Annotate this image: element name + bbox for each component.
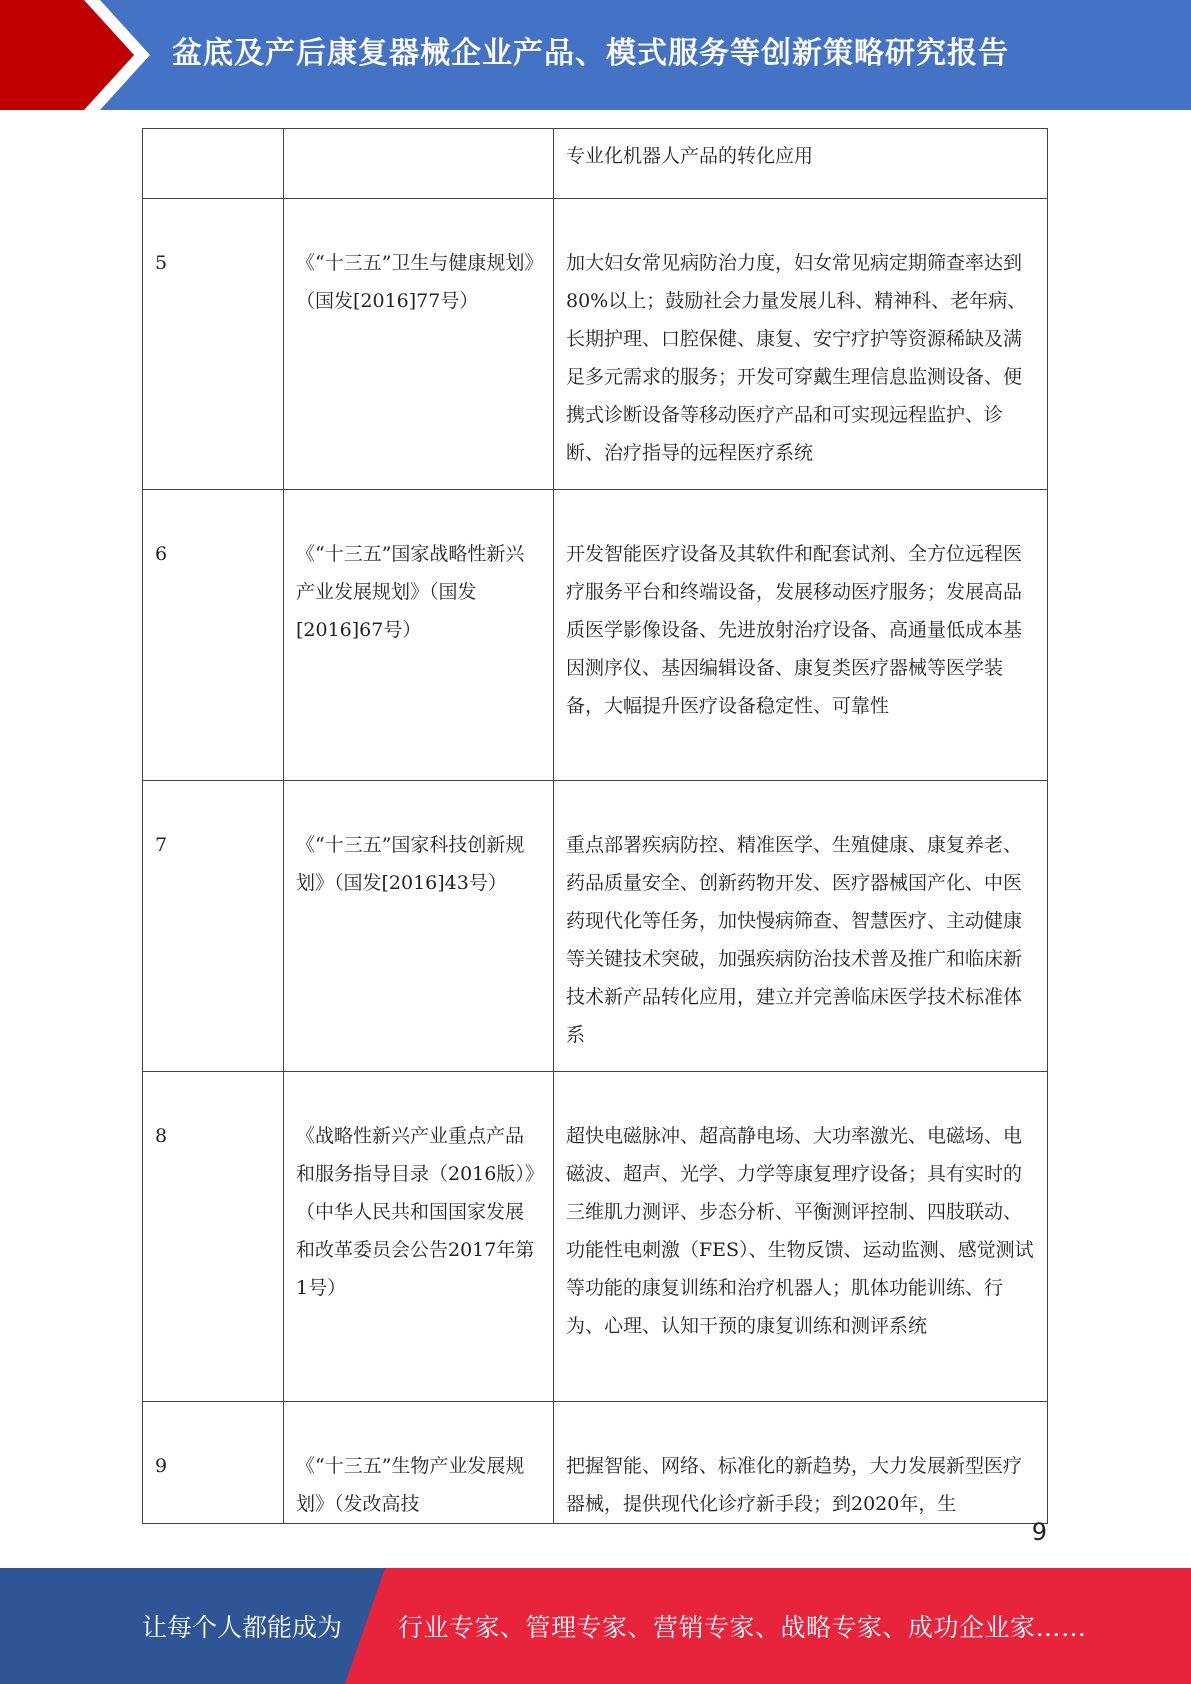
table-row: [143, 129, 1048, 199]
footer-slogan-right: 行业专家、管理专家、营销专家、战略专家、成功企业家……: [398, 1613, 1087, 1642]
chevron-arrow-icon: [0, 0, 160, 110]
row-number: 9: [143, 1402, 284, 1524]
policy-name: [284, 129, 554, 199]
table-row: [143, 199, 1048, 490]
policy-content: 把握智能、网络、标准化的新趋势，大力发展新型医疗器械，提供现代化诊疗新手段；到2020年，生: [554, 1402, 1048, 1524]
row-number: [143, 129, 284, 199]
page-footer: [0, 1568, 1191, 1684]
policy-content: 重点部署疾病防控、精准医学、生殖健康、康复养老、药品质量安全、创新药物开发、医疗器械国产化、中医药现代化等任务，加快慢病筛查、智慧医疗、主动健康等关键技术突破，加强疾病防治技术普及推广和临床新技术新产品转化应用，建立并完善临床医学技术标准体系: [554, 781, 1048, 1072]
row-number: 7: [143, 781, 284, 1072]
policy-content: 超快电磁脉冲、超高静电场、大功率激光、电磁场、电磁波、超声、光学、力学等康复理疗设备；具有实时的三维肌力测评、步态分析、平衡测评控制、四肢联动、功能性电刺激（FES）、生物反馈、运动监测、感觉测试等功能的康复训练和治疗机器人；肌体功能训练、行为、心理、认知干预的康复训练和测评系统: [554, 1072, 1048, 1402]
policy-name: 《“十三五”生物产业发展规划》（发改高技: [284, 1402, 554, 1524]
table-row: [143, 1072, 1048, 1402]
policy-content: 专业化机器人产品的转化应用: [554, 129, 1048, 199]
policy-content: 加大妇女常见病防治力度，妇女常见病定期筛查率达到80%以上；鼓励社会力量发展儿科、精神科、老年病、长期护理、口腔保健、康复、安宁疗护等资源稀缺及满足多元需求的服务；开发可穿戴生理信息监测设备、便携式诊断设备等移动医疗产品和可实现远程监护、诊断、治疗指导的远程医疗系统: [554, 199, 1048, 490]
page-number: 9: [1031, 1518, 1047, 1546]
policy-table: [142, 128, 1048, 1524]
table-row: [143, 1402, 1048, 1524]
policy-name: 《战略性新兴产业重点产品和服务指导目录（2016版）》（中华人民共和国国家发展和改革委员会公告2017年第1号）: [284, 1072, 554, 1402]
footer-slogan-left: 让每个人都能成为: [142, 1613, 343, 1642]
report-title: 盆底及产后康复器械企业产品、模式服务等创新策略研究报告: [172, 36, 1009, 71]
table-row: [143, 490, 1048, 781]
row-number: 5: [143, 199, 284, 490]
table-row: [143, 781, 1048, 1072]
policy-name: 《“十三五”国家科技创新规划》（国发[2016]43号）: [284, 781, 554, 1072]
page-header: [0, 0, 1191, 110]
policy-content: 开发智能医疗设备及其软件和配套试剂、全方位远程医疗服务平台和终端设备，发展移动医疗服务；发展高品质医学影像设备、先进放射治疗设备、高通量低成本基因测序仪、基因编辑设备、康复类医疗器械等医学装备，大幅提升医疗设备稳定性、可靠性: [554, 490, 1048, 781]
row-number: 8: [143, 1072, 284, 1402]
policy-name: 《“十三五”国家战略性新兴产业发展规划》（国发[2016]67号）: [284, 490, 554, 781]
row-number: 6: [143, 490, 284, 781]
policy-name: 《“十三五”卫生与健康规划》（国发[2016]77号）: [284, 199, 554, 490]
